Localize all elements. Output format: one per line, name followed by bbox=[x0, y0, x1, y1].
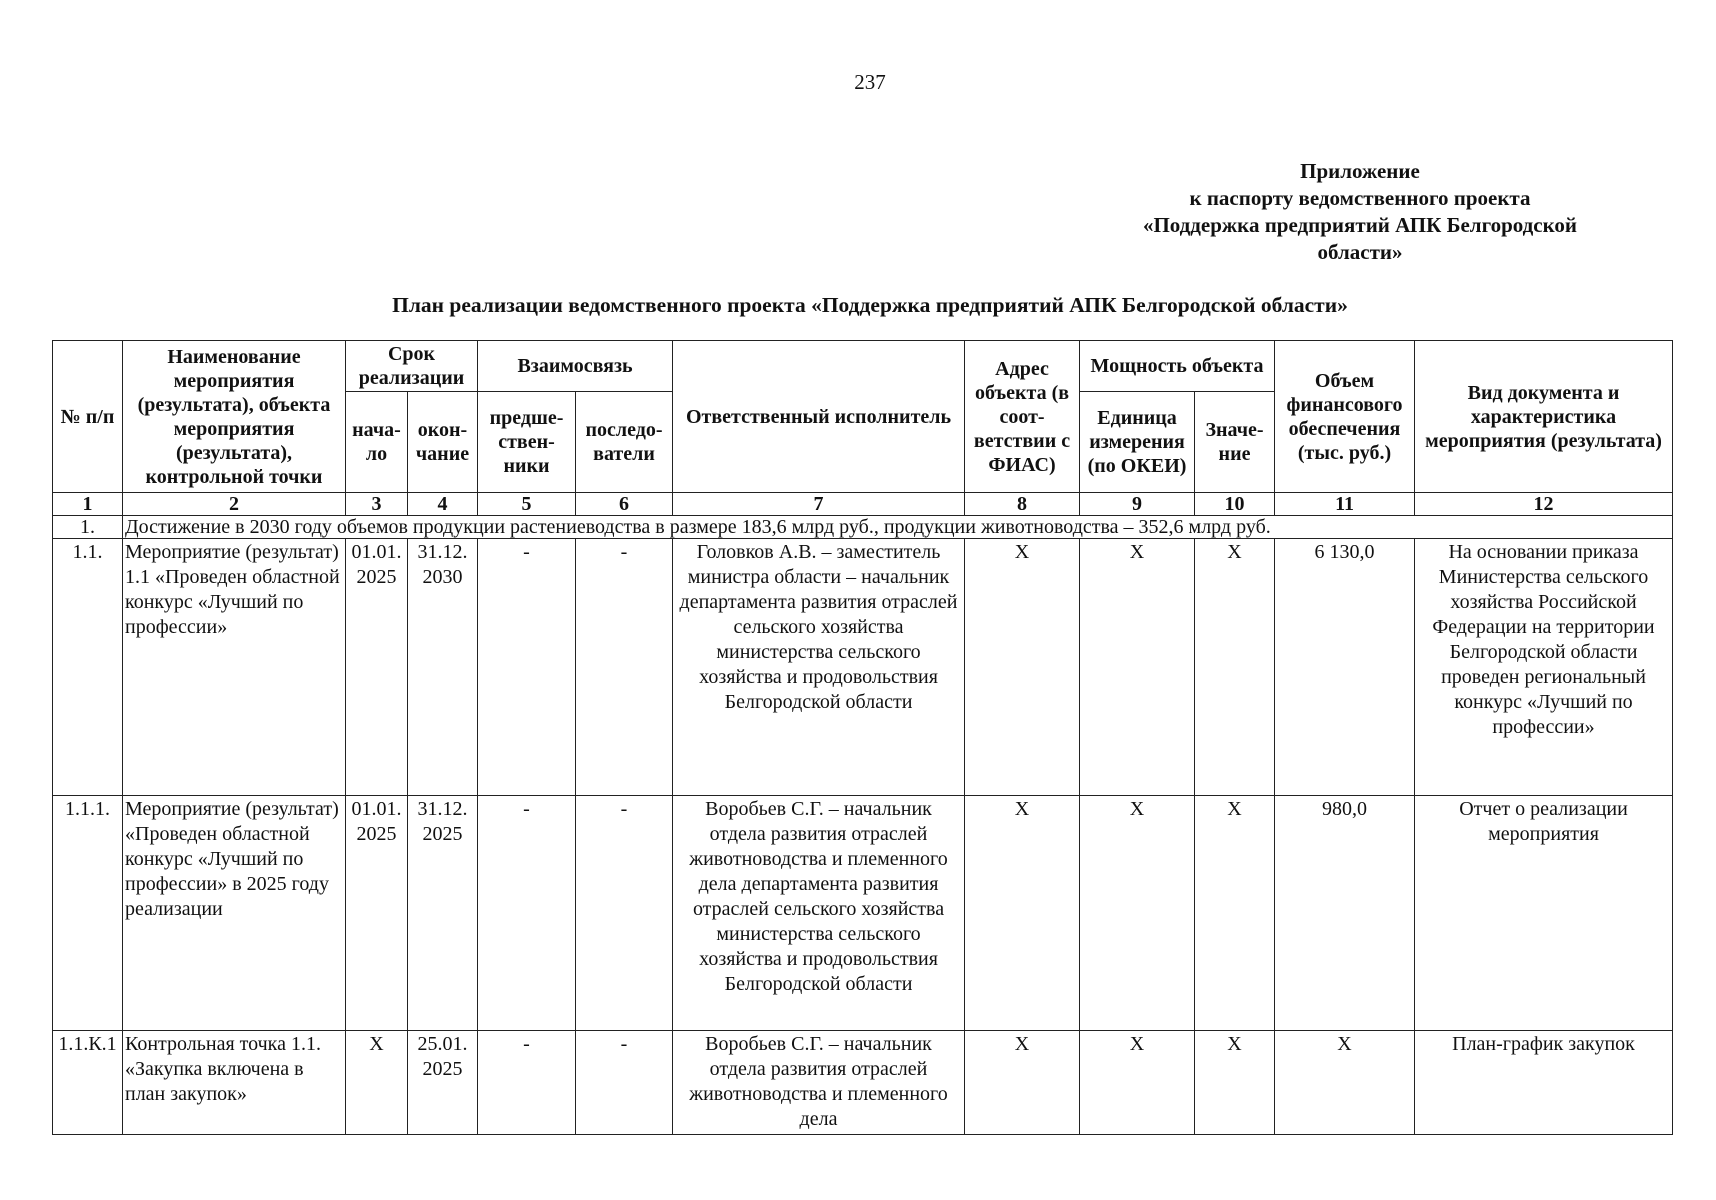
column-number: 4 bbox=[408, 493, 478, 516]
row-num: 1.1.К.1 bbox=[53, 1031, 123, 1135]
row-finance: 6 130,0 bbox=[1275, 539, 1415, 796]
row-prev: - bbox=[478, 539, 576, 796]
row-num: 1.1. bbox=[53, 539, 123, 796]
page-number: 237 bbox=[854, 70, 886, 94]
header-relation-next: последо-ватели bbox=[576, 392, 673, 493]
row-value: X bbox=[1195, 539, 1275, 796]
column-number: 6 bbox=[576, 493, 673, 516]
row-value: X bbox=[1195, 796, 1275, 1031]
appendix-line: области» bbox=[1317, 240, 1403, 264]
column-number-row bbox=[53, 493, 1673, 516]
column-number: 9 bbox=[1080, 493, 1195, 516]
column-number: 1 bbox=[53, 493, 123, 516]
row-finance: 980,0 bbox=[1275, 796, 1415, 1031]
row-finance: X bbox=[1275, 1031, 1415, 1135]
row-name: Мероприятие (результат) 1.1 «Проведен областной конкурс «Лучший по профессии» bbox=[123, 539, 346, 796]
header-responsible: Ответственный исполнитель bbox=[673, 341, 965, 493]
row-start: 01.01. 2025 bbox=[346, 796, 408, 1031]
header-doc: Вид документа и характеристика мероприятия (результата) bbox=[1415, 341, 1673, 493]
header-num: № п/п bbox=[53, 341, 123, 493]
row-responsible: Головков А.В. – заместитель министра области – начальник департамента развития отраслей сельского хозяйства министерства сельского хозяйства и продовольствия Белгородской области bbox=[673, 539, 965, 796]
row-doc: Отчет о реализации мероприятия bbox=[1415, 796, 1673, 1031]
header-capacity-unit: Единица измерения (по ОКЕИ) bbox=[1080, 392, 1195, 493]
row-next: - bbox=[576, 539, 673, 796]
column-number: 10 bbox=[1195, 493, 1275, 516]
table-row bbox=[53, 1031, 1673, 1135]
appendix-line: «Поддержка предприятий АПК Белгородской bbox=[1142, 213, 1578, 237]
row-doc: План-график закупок bbox=[1415, 1031, 1673, 1135]
table-row bbox=[53, 796, 1673, 1031]
appendix-line: к паспорту ведомственного проекта bbox=[1189, 186, 1531, 210]
row-prev: - bbox=[478, 1031, 576, 1135]
appendix-note bbox=[1090, 158, 1630, 266]
header-finance: Объем финансового обеспечения (тыс. руб.) bbox=[1275, 341, 1415, 493]
appendix-line: Приложение bbox=[1300, 159, 1420, 183]
row-doc: На основании приказа Министерства сельского хозяйства Российской Федерации на территории Белгородской области проведен региональный конкурс «Лучший по профессии» bbox=[1415, 539, 1673, 796]
plan-table bbox=[52, 340, 1673, 1135]
section-goal: Достижение в 2030 году объемов продукции растениеводства в размере 183,6 млрд руб., продукции животноводства – 352,6 млрд руб. bbox=[123, 516, 1673, 539]
column-number: 8 bbox=[965, 493, 1080, 516]
row-end: 25.01. 2025 bbox=[408, 1031, 478, 1135]
row-unit: X bbox=[1080, 539, 1195, 796]
row-address: X bbox=[965, 796, 1080, 1031]
row-start: X bbox=[346, 1031, 408, 1135]
row-address: X bbox=[965, 539, 1080, 796]
row-prev: - bbox=[478, 796, 576, 1031]
row-value: X bbox=[1195, 1031, 1275, 1135]
row-start: 01.01. 2025 bbox=[346, 539, 408, 796]
table-row bbox=[53, 539, 1673, 796]
column-number: 7 bbox=[673, 493, 965, 516]
row-num: 1.1.1. bbox=[53, 796, 123, 1031]
row-end: 31.12. 2030 bbox=[408, 539, 478, 796]
row-unit: X bbox=[1080, 1031, 1195, 1135]
header-relation-prev: предше-ствен-ники bbox=[478, 392, 576, 493]
header-name: Наименование мероприятия (результата), объекта мероприятия (результата), контрольной точки bbox=[123, 341, 346, 493]
row-next: - bbox=[576, 1031, 673, 1135]
row-name: Контрольная точка 1.1. «Закупка включена в план закупок» bbox=[123, 1031, 346, 1135]
row-responsible: Воробьев С.Г. – начальник отдела развития отраслей животноводства и племенного дела bbox=[673, 1031, 965, 1135]
row-unit: X bbox=[1080, 796, 1195, 1031]
column-number: 2 bbox=[123, 493, 346, 516]
row-responsible: Воробьев С.Г. – начальник отдела развития отраслей животноводства и племенного дела департамента развития отраслей сельского хозяйства министерства сельского хозяйства и продовольствия Белгородской области bbox=[673, 796, 965, 1031]
header-row bbox=[53, 341, 1673, 392]
header-term-end: окон-чание bbox=[408, 392, 478, 493]
header-capacity-value: Значе-ние bbox=[1195, 392, 1275, 493]
header-relation: Взаимосвязь bbox=[478, 341, 673, 392]
header-term-start: нача-ло bbox=[346, 392, 408, 493]
row-address: X bbox=[965, 1031, 1080, 1135]
column-number: 5 bbox=[478, 493, 576, 516]
section-row bbox=[53, 516, 1673, 539]
plan-title: План реализации ведомственного проекта «Поддержка предприятий АПК Белгородской области» bbox=[392, 293, 1348, 317]
column-number: 11 bbox=[1275, 493, 1415, 516]
row-end: 31.12. 2025 bbox=[408, 796, 478, 1031]
section-num: 1. bbox=[53, 516, 123, 539]
header-capacity: Мощность объекта bbox=[1080, 341, 1275, 392]
row-name: Мероприятие (результат) «Проведен областной конкурс «Лучший по профессии» в 2025 году реализации bbox=[123, 796, 346, 1031]
column-number: 3 bbox=[346, 493, 408, 516]
column-number: 12 bbox=[1415, 493, 1673, 516]
header-term: Срок реализации bbox=[346, 341, 478, 392]
row-next: - bbox=[576, 796, 673, 1031]
header-address: Адрес объекта (в соот-ветствии с ФИАС) bbox=[965, 341, 1080, 493]
